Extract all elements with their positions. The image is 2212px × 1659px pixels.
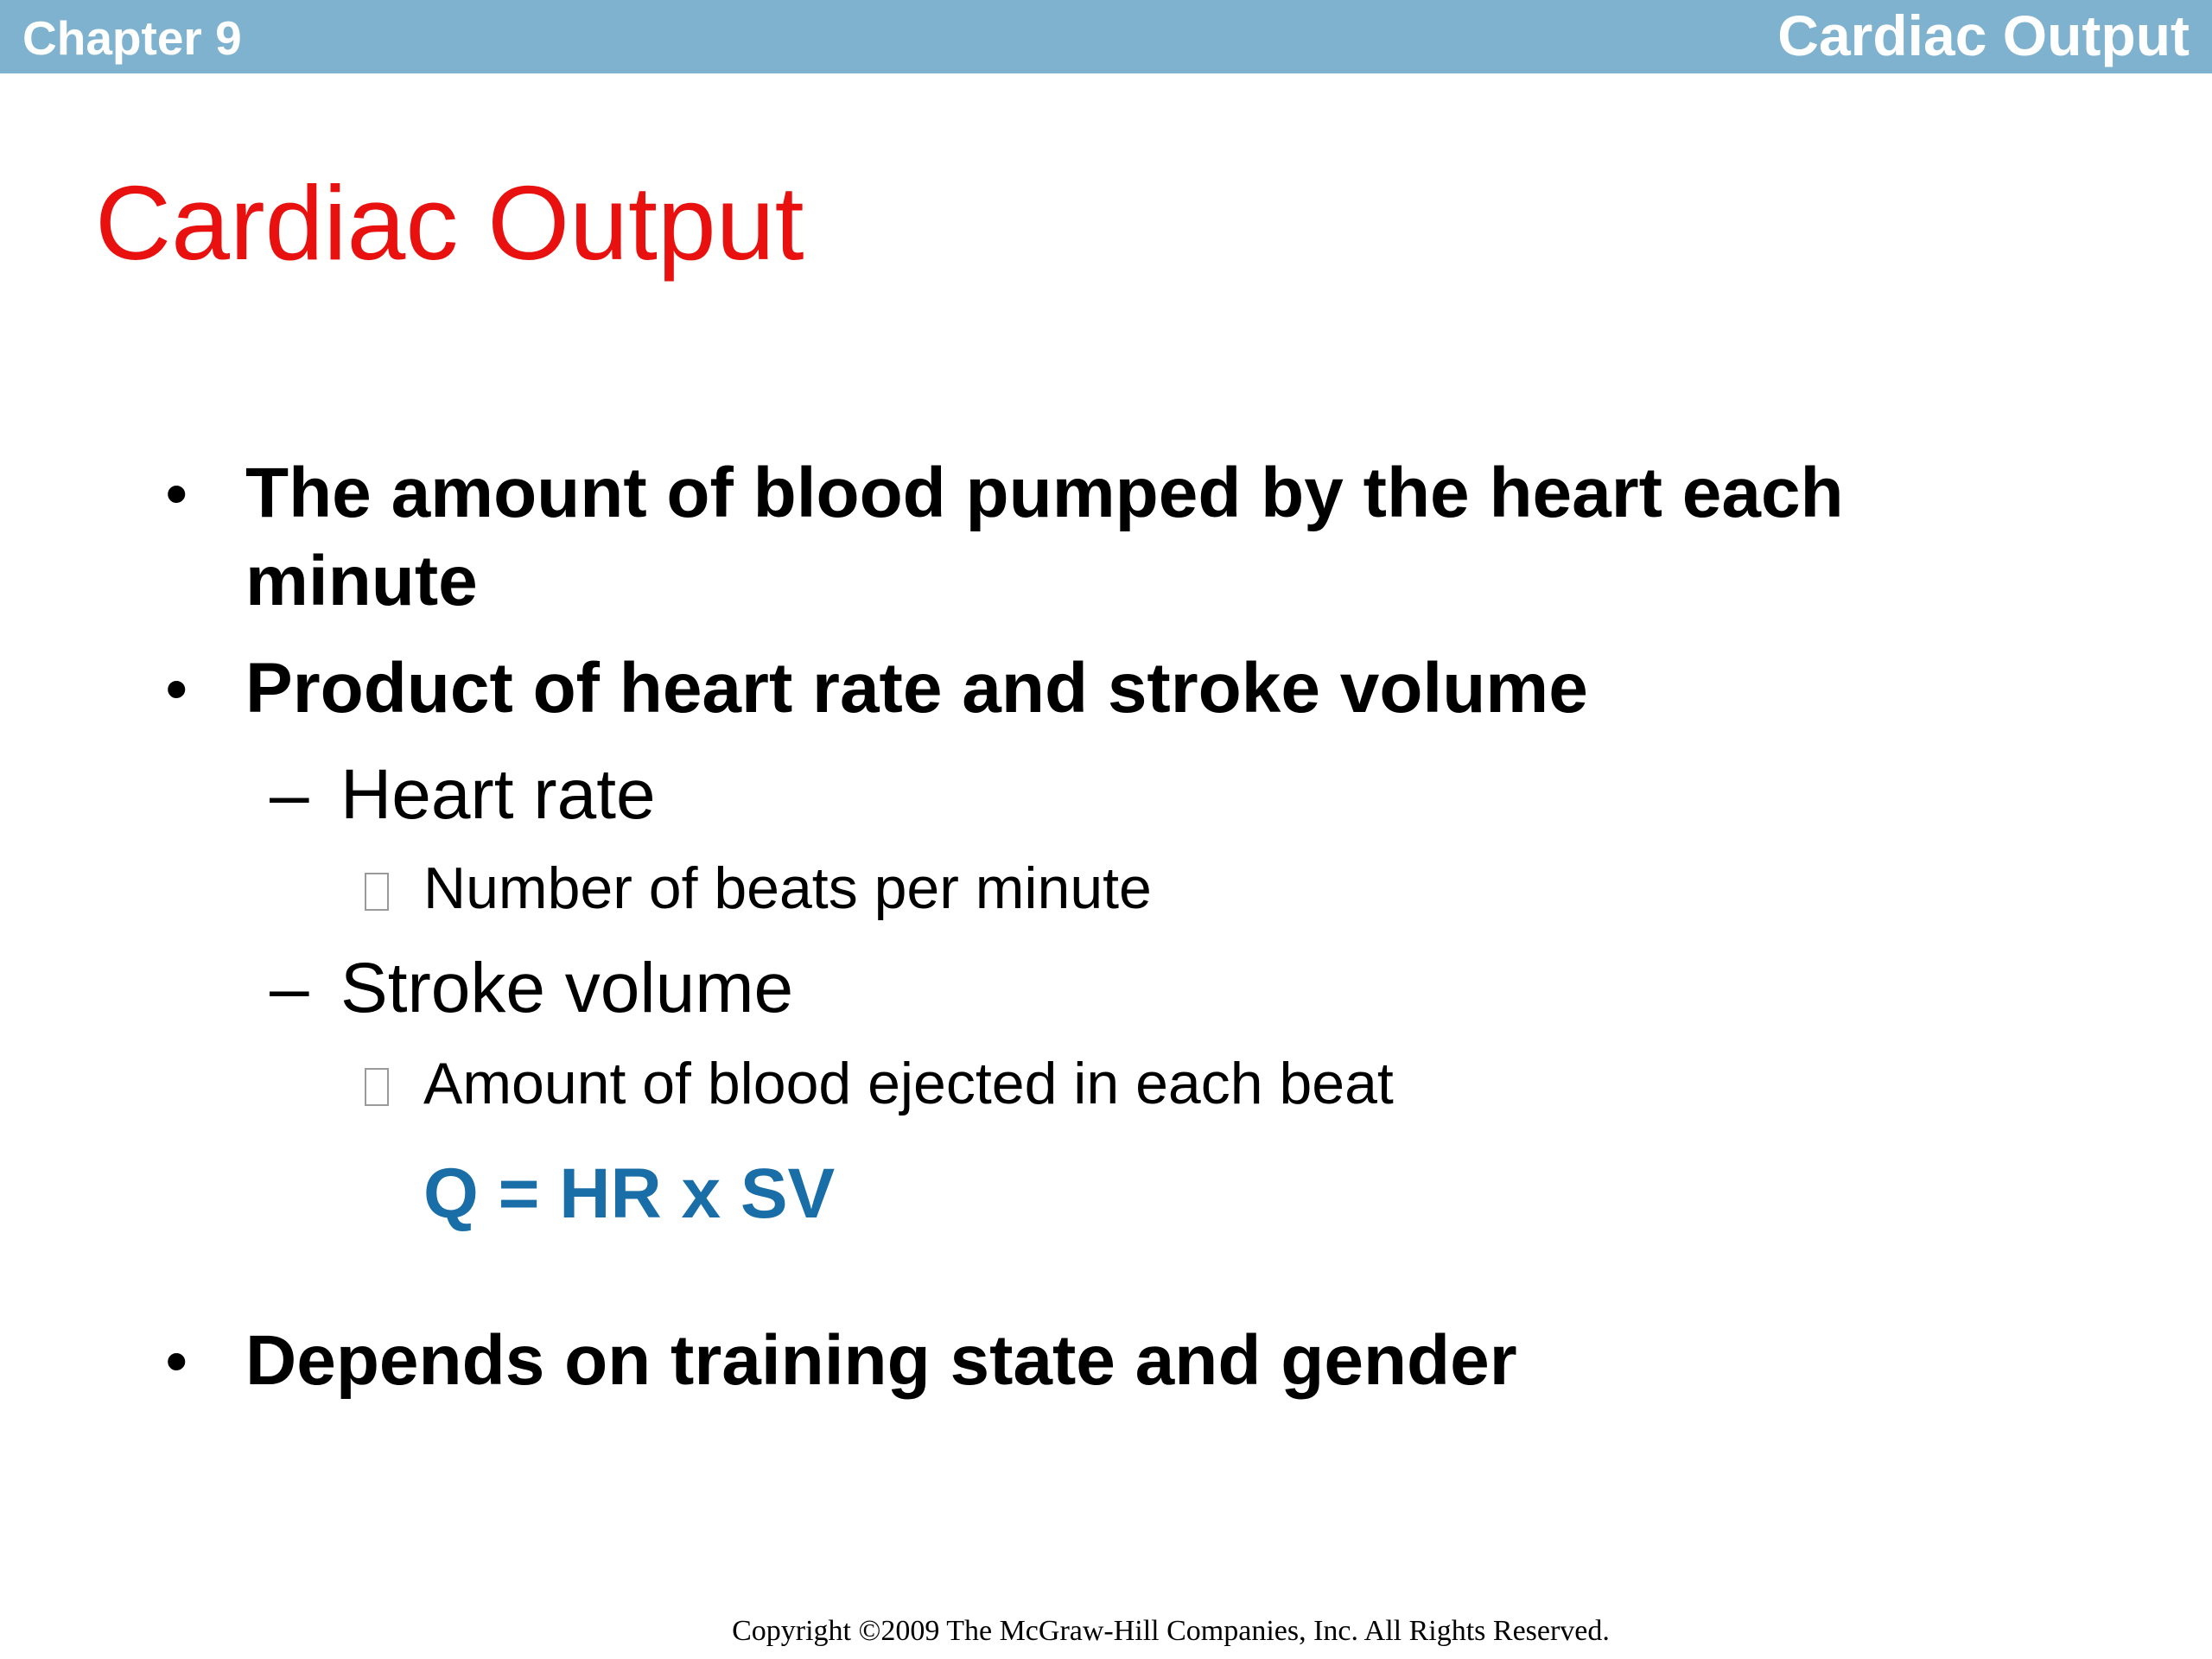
bullet-dot-icon: • — [166, 655, 188, 722]
dash-icon: – — [270, 755, 309, 834]
missing-glyph-icon — [365, 873, 389, 911]
sub-bullet-item — [270, 945, 794, 1032]
sub-bullet-item — [270, 752, 656, 838]
header-bar — [0, 0, 2212, 73]
sub-sub-bullet-text: Amount of blood ejected in each beat — [423, 1051, 1394, 1116]
chapter-label: Chapter 9 — [22, 11, 242, 65]
bullet-text: Product of heart rate and stroke volume — [245, 649, 1588, 728]
bullet-dot-icon: • — [166, 460, 188, 527]
bullet-item — [166, 449, 1974, 626]
missing-glyph-icon — [365, 1068, 389, 1106]
dash-icon: – — [270, 949, 309, 1027]
sub-sub-bullet-text: Number of beats per minute — [423, 855, 1152, 921]
bullet-text: The amount of blood pumped by the heart each minute — [245, 454, 1844, 620]
sub-sub-bullet-item — [423, 852, 1152, 925]
bullet-item — [166, 645, 1588, 733]
slide-title: Cardiac Output — [95, 164, 804, 282]
sub-bullet-text: Stroke volume — [340, 949, 794, 1027]
bullet-text: Depends on training state and gender — [245, 1321, 1517, 1400]
sub-sub-bullet-item — [423, 1047, 1394, 1120]
section-label: Cardiac Output — [1777, 3, 2190, 67]
sub-bullet-text: Heart rate — [340, 755, 656, 834]
formula: Q = HR x SV — [423, 1154, 836, 1233]
bullet-item — [166, 1317, 1517, 1405]
copyright-notice: Copyright ©2009 The McGraw-Hill Companies, Inc. All Rights Reserved. — [732, 1615, 1610, 1647]
bullet-dot-icon: • — [166, 1327, 188, 1395]
